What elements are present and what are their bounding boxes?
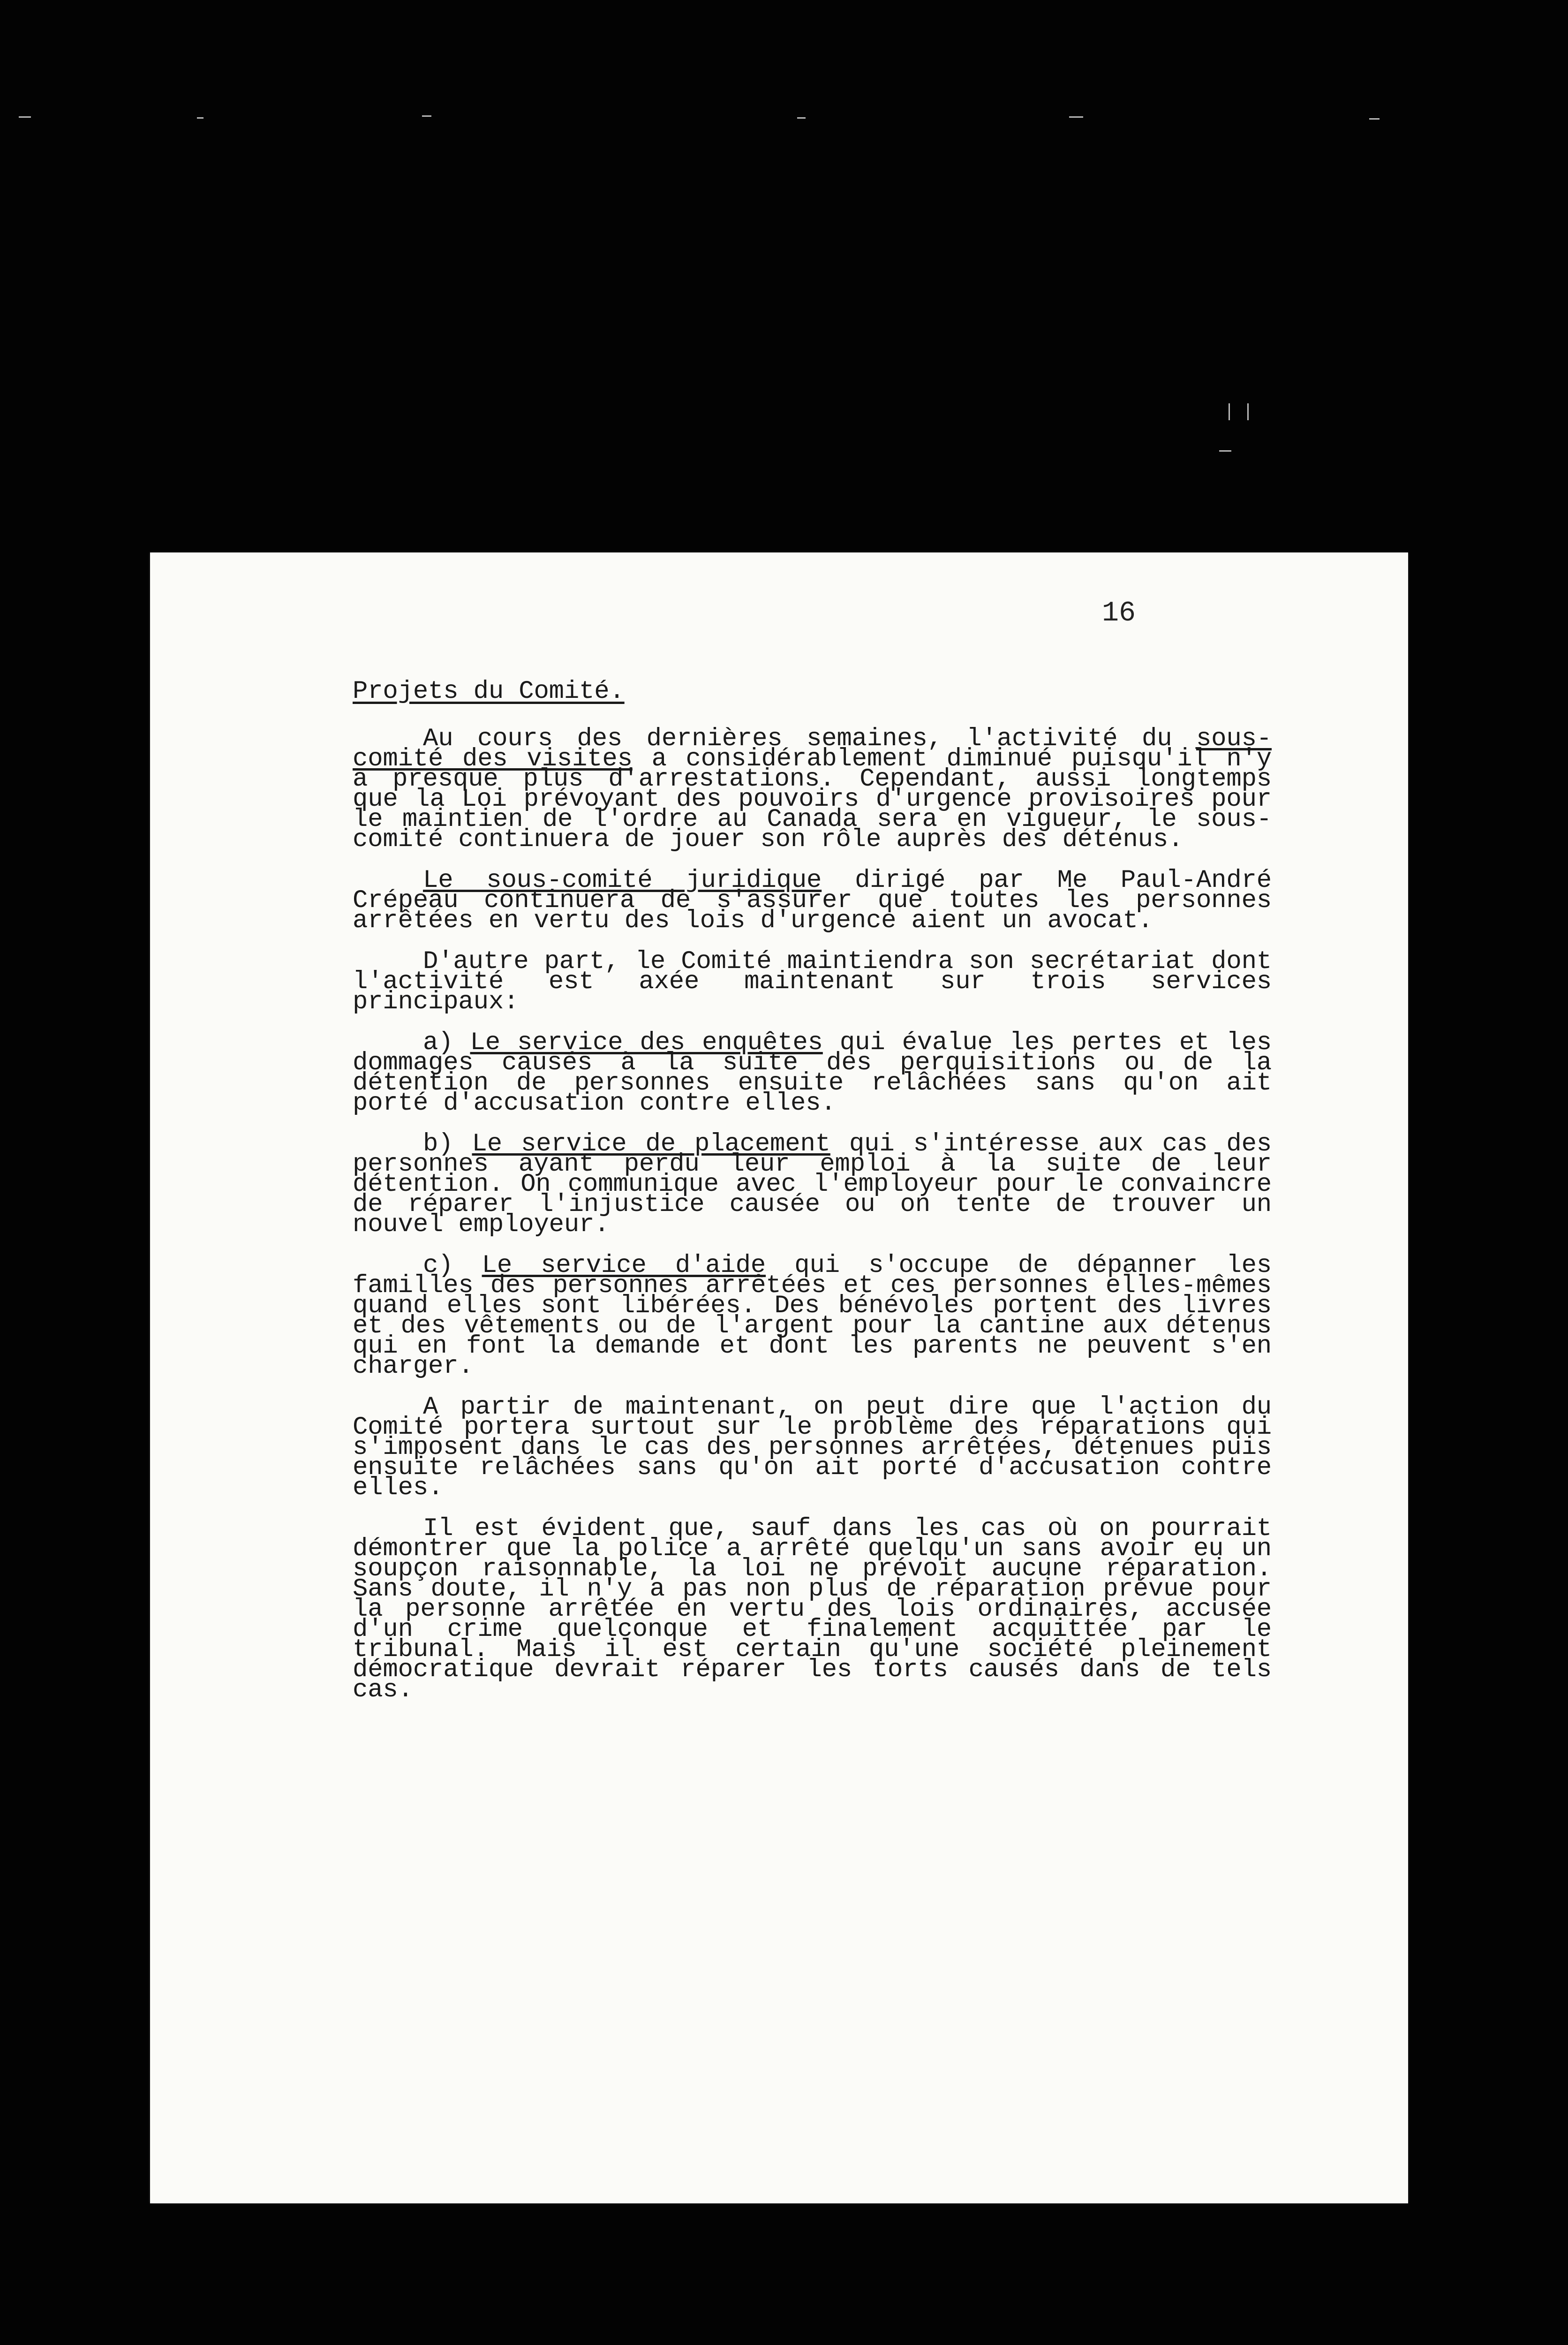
film-speck bbox=[1069, 116, 1083, 118]
paragraph-text: Il est évident que, sauf dans les cas où on pourrait démontrer que la police a arrêté quelqu'un sans avoir eu un soupçon raisonnable, la loi ne prévoit aucune réparation. Sans doute, il n'y a pas non plus de réparation prévue pour la personne arrêtée en vertu des lois ordinaires, accusée d'un crime quelconque et finalement acquittée par le tribunal. Mais il est certain qu'une société pleinement démocratique devrait réparer les torts causés dans de tels cas. bbox=[353, 1514, 1272, 1704]
underlined-phrase: Le sous-comité juridique bbox=[423, 866, 822, 895]
paragraph bbox=[353, 1393, 1272, 1502]
paragraph-text: A partir de maintenant, on peut dire que l'action du Comité portera surtout sur le problème des réparations qui s'imposent dans le cas des personnes arrêtées, détenues puis ensuite relâchées sans qu'on ait porté d'accusation contre elles. bbox=[353, 1393, 1272, 1502]
section-heading: Projets du Comité. bbox=[353, 677, 625, 706]
paragraph bbox=[353, 866, 1272, 935]
paragraph-text: qui évalue les pertes et les dommages causés à la suite des perquisitions ou de la détention de personnes ensuite relâchées sans qu'on ait porté d'accusation contre elles. bbox=[353, 1029, 1272, 1118]
film-speck bbox=[1219, 450, 1231, 452]
paragraph bbox=[353, 947, 1272, 1016]
paragraph-text: a considérablement diminué puisqu'il n'y a presque plus d'arrestations. Cependant, aussi longtemps que la Loi prévoyant des pouvoirs d'urgence provisoires pour le maintien de l'ordre au Canada sera en vigueur, le sous-comité continuera de jouer son rôle auprès des détenus. bbox=[353, 745, 1272, 854]
film-speck bbox=[1229, 403, 1230, 420]
paragraph-text: qui s'occupe de dépanner les familles des personnes arrêtées et ces personnes elles-mêmes quand elles sont libérées. Des bénévoles portent des livres et des vêtements ou de l'argent pour la cantine aux détenus qui en font la demande et dont les parents ne peuvent s'en charger. bbox=[353, 1251, 1272, 1381]
document-body bbox=[353, 677, 1272, 1721]
film-speck bbox=[1247, 403, 1249, 420]
paragraph-text: c) bbox=[423, 1251, 482, 1280]
paragraph-text: qui s'intéresse aux cas des personnes ayant perdu leur emploi à la suite de leur détention. On communique avec l'employeur pour le convaincre de réparer l'injustice causée ou on tente de trouver un nouvel employeur. bbox=[353, 1130, 1272, 1239]
film-speck bbox=[797, 117, 806, 119]
underlined-phrase: Le service des enquêtes bbox=[470, 1029, 823, 1057]
paragraph bbox=[353, 1251, 1272, 1381]
film-speck bbox=[197, 117, 204, 119]
paragraph-text: D'autre part, le Comité maintiendra son secrétariat dont l'activité est axée maintenant sur trois services principaux: bbox=[353, 947, 1272, 1016]
paragraph bbox=[353, 1130, 1272, 1239]
paragraph bbox=[353, 1514, 1272, 1704]
film-speck bbox=[422, 115, 431, 117]
film-speck bbox=[1369, 118, 1380, 120]
paragraph-text: a) bbox=[423, 1029, 470, 1057]
document-page bbox=[150, 552, 1408, 2203]
underlined-phrase: Le service d'aide bbox=[482, 1251, 766, 1280]
paragraph bbox=[353, 725, 1272, 854]
film-speck bbox=[19, 116, 31, 118]
underlined-phrase: sous-comité des visites bbox=[353, 725, 1272, 773]
paragraph-text: Au cours des dernières semaines, l'activité du bbox=[423, 725, 1196, 753]
page-number: 16 bbox=[1102, 598, 1136, 629]
paragraph-text: dirigé par Me Paul-André Crépeau continuera de s'assurer que toutes les personnes arrêtées en vertu des lois d'urgence aient un avocat. bbox=[353, 866, 1272, 935]
paragraph-text: b) bbox=[423, 1130, 472, 1158]
underlined-phrase: Le service de placement bbox=[472, 1130, 830, 1158]
paragraph bbox=[353, 1029, 1272, 1118]
